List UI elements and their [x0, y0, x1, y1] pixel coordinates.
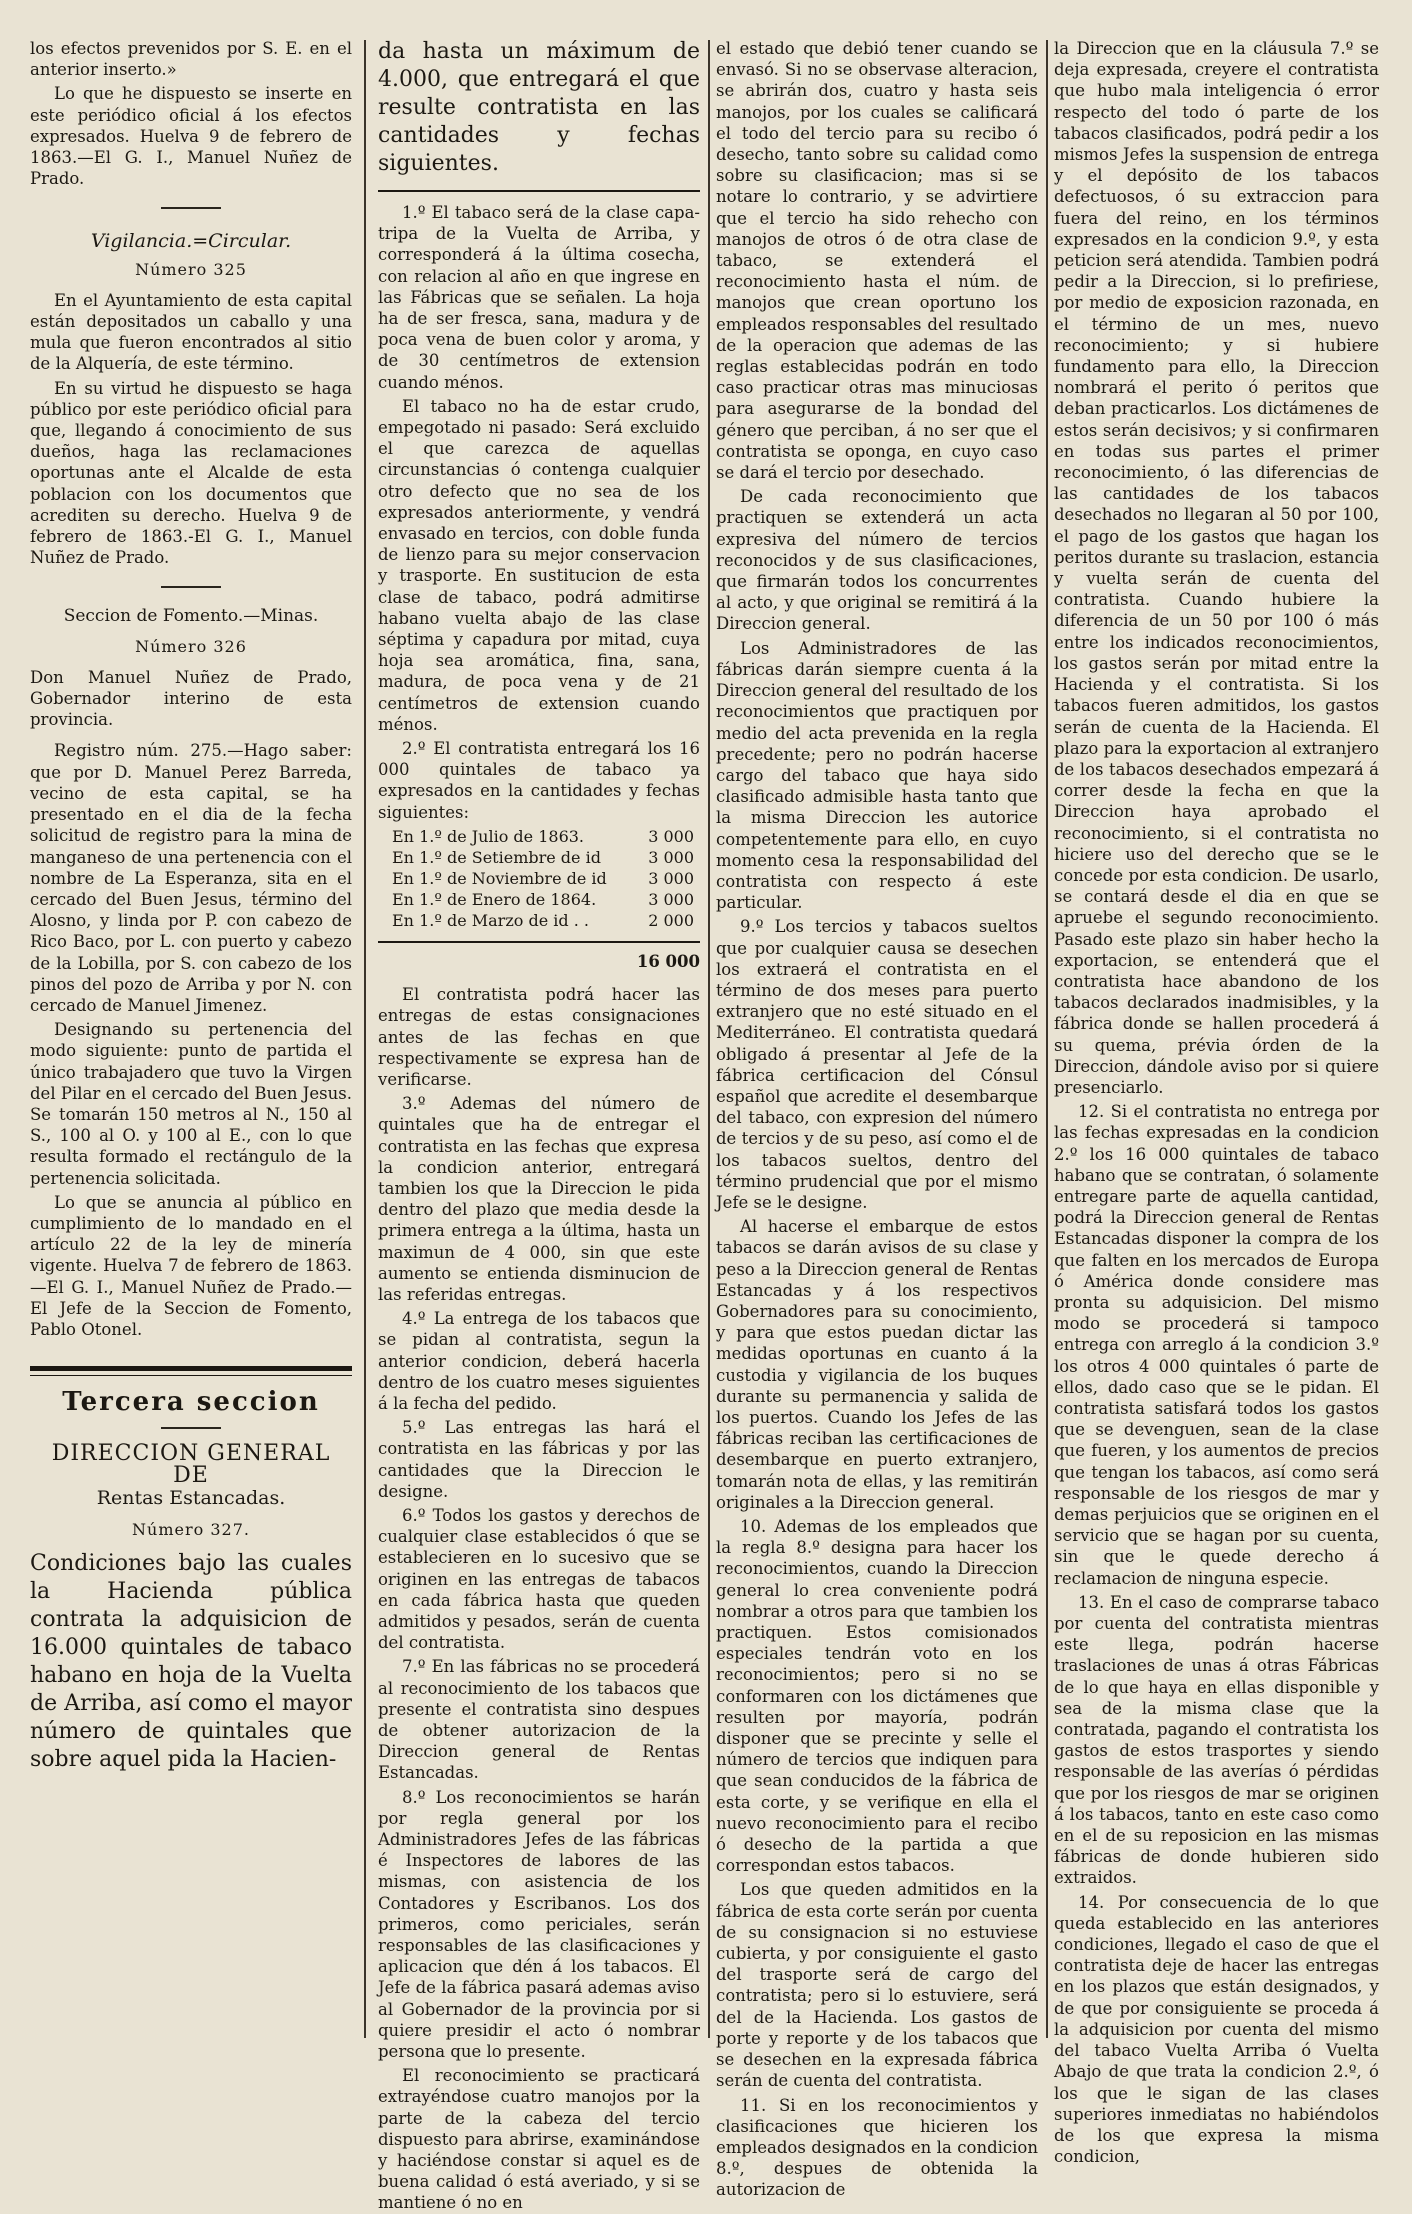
notice-title: Seccion de Fomento.—Minas.	[63, 606, 319, 627]
paragraph: En su virtud he dispuesto se haga público por este periódico oficial para que, llegando á conocimiento de sus dueños, haga las reclamaciones oportunas ante el Alcalde de esta poblacion con los documentos que acrediten su derecho. Huelva 9 de febrero de 1863.-El G. I., Manuel Nuñez de Prado.	[30, 378, 352, 568]
notice-number: Número 325	[135, 259, 247, 279]
paragraph: Designando su pertenencia del modo siguiente: punto de partida el único trabajadero que tuvo la Virgen del Pilar en el cercado del Buen Jesus. Se tomarán 150 metros al N., 150 al S., 100 al O. y 100 al E., con lo que resulta formado el rectángulo de la pertenencia solicitada.	[30, 1020, 352, 1188]
directorate-subheading: Rentas Estancadas.	[96, 1486, 286, 1509]
paragraph: El contratista podrá hacer las entregas de estas consignaciones antes de las fechas en que respectivamente se expresa han de verificarse.	[378, 985, 700, 1089]
paragraph: Los Administradores de las fábricas darán siempre cuenta á la Direccion general del resultado de los reconocimientos que practiquen por medio del acta prevenida en la regla precedente; pero no podrán hacerse cargo del tabaco que haya sido clasificado admisible hasta tanto que la misma Direccion les autorice competentemente para ello, en cuyo momento cesa la responsabilidad del contratista con respecto á este particular.	[716, 638, 1038, 913]
paragraph: El reconocimiento se practicará extrayéndose cuatro manojos por la parte de la cabeza del tercio dispuesto para abrirse, examinándose y haciéndose constar si aquel es de buena calidad ó está averiado, y si se mantiene ó no en	[378, 2066, 700, 2213]
condition-14: 14. Por consecuencia de lo que queda establecido en las anteriores condiciones, llegado el caso de que el contratista deje de hacer las entregas en los plazos que están designados, y de que por consiguiente se proceda á la adquisicion por cuenta del mismo del tabaco Vuelta Arriba ó Vuelta Abajo de que trata la condicion 2.º, ó los que le sigan de las clases superiores inmediatas no habiéndolos de los que expresa la misma condicion,	[1054, 1892, 1379, 2167]
notice-number: Número 326	[135, 636, 247, 656]
paragraph: El tabaco no ha de estar crudo, empegotado ni pasado: Será excluido el que carezca de aquellas circunstancias ó contenga cualquier otro defecto que no sea de los expresados anteriormente, y vendrá envasado en tercios, con doble funda de lienzo para su mejor conservacion y trasporte. En sustitucion de esta clase de tabaco, podrá admitirse habano vuelta abajo de las clase séptima y capadura por mitad, cuya hoja sea aromática, fina, sana, madura, de poca vena y de 21 centímetros de extension cuando ménos.	[378, 396, 700, 734]
notice-title: Vigilancia.=Circular.	[90, 230, 292, 253]
column-2	[378, 38, 700, 2213]
conditions-intro-cont: da hasta un máximum de 4.000, que entregará el que resulte contratista en las cantidades y fechas siguientes.	[378, 39, 700, 176]
section-rule	[30, 1375, 352, 1376]
paragraph: En el Ayuntamiento de esta capital están depositados un caballo y una mula que fueron encontrados al sitio de la Alquería, de este término.	[30, 290, 352, 374]
condition-6: 6.º Todos los gastos y derechos de cualquier clase establecidos ó que se establecieren en lo sucesivo que se originen en las entregas de tabacos en cada fábrica hasta que queden admitidos y pesados, serán de cuenta del contratista.	[378, 1505, 700, 1653]
paragraph: los efectos prevenidos por S. E. en el anterior inserto.»	[30, 39, 352, 80]
schedule-row: En 1.º de Noviembre de id 3 000	[392, 868, 694, 888]
column-3	[716, 38, 1038, 2200]
notice-heading: Don Manuel Nuñez de Prado, Gobernador interino de esta provincia.	[30, 667, 352, 730]
divider	[161, 1427, 221, 1429]
column-rule	[708, 40, 710, 2038]
paragraph: la Direccion que en la cláusula 7.º se deja expresada, creyere el contratista que hubo mala inteligencia ó error respecto del todo ó parte de los tabacos clasificados, podrá pedir a los mismos Jefes la suspension de entrega y el depósito de los tabacos defectuosos, ó su extraccion para fuera del reino, en los términos expresados en la condicion 9.º, y esta peticion será atendida. Tambien podrá pedir a la Direccion, si lo prefiriese, por medio de exposicion razonada, en el término de un mes, nuevo reconocimiento; y si hubiere fundamento para ello, la Direccion nombrará el perito ó peritos que deban practicarlos. Los dictámenes de estos serán decisivos; y si confirmaren en todas sus partes el primer reconocimiento, ó las diferencias de las cantidades de los tabacos desechados no llegaran al 50 por 100, el pago de los gastos que hagan los peritos durante su traslacion, estancia y vuelta serán de cuenta del contratista. Cuando hubiere la diferencia de un 50 por 100 ó más entre los indicados reconocimientos, los gastos serán por mitad entre la Hacienda y el contratista. Si los tabacos fueren admitidos, los gastos serán de cuenta de la Hacienda. El plazo para la exportacion al extranjero de los tabacos desechados empezará á correr desde la fecha en que la Direccion haya aprobado el reconocimiento, si el contratista no hiciere uso del derecho que se le concede por esta condicion. De usarlo, se contará desde el dia en que se apruebe el segundo reconocimiento. Pasado este plazo sin haber hecho la exportacion, se entenderá que el contratista hace abandono de los tabacos declarados inadmisibles, y la fábrica donde se hallen procederá á su quema, prévia órden de la Direccion, dándole aviso por si quiere presenciarlo.	[1054, 39, 1379, 1097]
column-rule	[1046, 40, 1048, 2038]
schedule-row: En 1.º de Setiembre de id 3 000	[392, 847, 694, 867]
condition-12: 12. Si el contratista no entrega por las fechas expresadas en la condicion 2.º los 16 000 quintales de tabaco habano que se contratan, ó solamente entregare parte de aquella cantidad, podrá la Direccion general de Rentas Estancadas disponer la compra de los que falten en los mercados de Europa ó América donde considere mas pronta su adquisicion. Del mismo modo se procederá si tampoco entrega con arreglo á la condicion 3.º los otros 4 000 quintales ó parte de ellos, dado caso que se le pidan. El contratista satisfará todos los gastos que se devenguen, sean de la clase que fueren, y los aumentos de precios que tengan los tabacos, así como será responsable de los riesgos de mar y demas perjuicios que se originen en el servicio que se hagan por su cuenta, sin que le quede derecho á reclamacion de ninguna especie.	[1054, 1102, 1379, 1588]
condition-1: 1.º El tabaco será de la clase capa-tripa de la Vuelta de Arriba, y corresponderá á la última cosecha, con relacion al año en que ingrese en las Fábricas que se señalen. La hoja ha de ser fresca, sana, madura y de poca vena de buen color y aroma, y de 30 centímetros de extension cuando ménos.	[378, 203, 700, 392]
notice-number: Número 327.	[132, 1519, 250, 1539]
schedule-row: En 1.º de Julio de 1863. 3 000	[392, 826, 694, 846]
column-1	[30, 38, 352, 2040]
column-4	[1054, 38, 1379, 2167]
column-rule	[364, 40, 366, 2038]
condition-11: 11. Si en los reconocimientos y clasificaciones que hicieren los empleados designados en la condicion 8.º, despues de obtenida la autorizacion de	[716, 2095, 1038, 2200]
paragraph: Registro núm. 275.—Hago saber: que por D. Manuel Perez Barreda, vecino de esta capital, se ha presentado en el dia de la fecha solicitud de registro para la mina de manganeso de una pertenencia con el nombre de La Esperanza, sita en el cercado del Buen Jesus, término del Alosno, y linda por P. con cabezo de Rico Baco, por L. con puerto y cabezo de la Lobilla, por S. con cabezo de los pinos del pozo de Arriba y por N. con cercado de Manuel Jimenez.	[30, 741, 352, 1015]
directorate-heading: DIRECCION GENERAL DE	[51, 1441, 331, 1488]
paragraph: Lo que se anuncia al público en cumplimiento de lo mandado en el artículo 22 de la ley de minería vigente. Huelva 7 de febrero de 1863.—El G. I., Manuel Nuñez de Prado.—El Jefe de la Seccion de Fomento, Pablo Otonel.	[30, 1192, 352, 1339]
condition-10: 10. Ademas de los empleados que la regla 8.º designa para hacer los reconocimientos, cuando la Direccion general lo crea conveniente podrá nombrar a otros para que tambien los practiquen. Estos comisionados especiales tendrán voto en los reconocimientos; pero si no se conformaren con los dictámenes que resulten por mayoría, podrán disponer que se precinte y selle el número de tercios que indiquen para que sean conducidos de la fábrica de esta corte, y se verifique en ella el nuevo reconocimiento para el recibo ó desecho de la partida a que correspondan estos tabacos.	[716, 1517, 1038, 1876]
schedule-row: En 1.º de Marzo de id . . 2 000	[392, 910, 694, 930]
schedule-total: 16 000	[636, 951, 700, 971]
schedule-row: En 1.º de Enero de 1864. 3 000	[392, 889, 694, 909]
paragraph: Al hacerse el embarque de estos tabacos se darán avisos de su clase y peso a la Direccion general de Rentas Estancadas y á los respectivos Gobernadores para su conocimiento, y para que estos puedan dictar las medidas oportunas en cuanto á la custodia y vigilancia de los buques durante su permanencia y salida de los puertos. Cuando los Jefes de las fábricas reciban las certificaciones de desembarque en puerto extranjero, tomarán nota de ellas, y las remitirán originales a la Direccion general.	[716, 1217, 1038, 1512]
paragraph: De cada reconocimiento que practiquen se extenderá un acta expresiva del número de tercios reconocidos y de sus clasificaciones, que firmarán todos los concurrentes al acto, y que original se remitirá á la Direccion general.	[716, 487, 1038, 634]
condition-4: 4.º La entrega de los tabacos que se pidan al contratista, segun la anterior condicion, deberá hacerla dentro de los cuatro meses siguientes á la fecha del pedido.	[378, 1309, 700, 1413]
conditions-intro: Condiciones bajo las cuales la Hacienda pública contrata la adquisicion de 16.000 quintales de tabaco habano en hoja de la Vuelta de Arriba, así como el mayor número de quintales que sobre aquel pida la Hacien-	[30, 1551, 352, 1773]
divider	[378, 941, 700, 943]
condition-7: 7.º En las fábricas no se procederá al reconocimiento de los tabacos que presente el contratista sino despues de obtener autorizacion de la Direccion general de Rentas Estancadas.	[378, 1657, 700, 1783]
divider	[378, 190, 700, 192]
divider	[161, 207, 221, 209]
delivery-schedule	[392, 826, 700, 931]
condition-13: 13. En el caso de comprarse tabaco por cuenta del contratista mientras este llega, podrán hacerse traslaciones de unas á otras Fábricas de lo que haya en ellas disponible y sea de la misma clase que la contratada, pagando el contratista los gastos de estos trasportes y siendo responsable de las averías ó pérdidas que por los riesgos de mar se originen á los tabacos, tanto en este caso como en el de su reposicion en las mismas fábricas de donde hubieren sido extraidos.	[1054, 1592, 1379, 1888]
condition-8: 8.º Los reconocimientos se harán por regla general por los Administradores Jefes de las fábricas é Inspectores de labores de las mismas, con asistencia de los Contadores y Escribanos. Los dos primeros, como periciales, serán responsables de las clasificaciones y aplicacion que dén á los tabacos. El Jefe de la fábrica pasará ademas aviso al Gobernador de la provincia por si quiere presidir el acto ó nombrar persona que lo presente.	[378, 1787, 700, 2062]
condition-5: 5.º Las entregas las hará el contratista en las fábricas y por las cantidades que la Direccion le designe.	[378, 1418, 700, 1501]
paragraph: Los que queden admitidos en la fábrica de esta corte serán por cuenta de su consignacion si no estuviese cubierta, y por consiguiente el gasto del trasporte será de cargo del contratista; pero si lo estuviere, será del de la Hacienda. Los gastos de porte y reporte y de los tabacos que se desechen en la expresada fábrica serán de cuenta del contratista.	[716, 1880, 1038, 2091]
section-heading: Tercera seccion	[62, 1387, 320, 1418]
divider	[161, 586, 221, 588]
condition-2: 2.º El contratista entregará los 16 000 quintales de tabaco ya expresados en la cantidades y fechas siguientes:	[378, 739, 700, 822]
condition-3: 3.º Ademas del número de quintales que ha de entregar el contratista en las fechas que expresa la condicion anterior, entregará tambien los que la Direccion le pida dentro del plazo que media desde la primera entrega a la última, hasta un maximun de 4 000, sin que este aumento se entienda disminucion de las referidas entregas.	[378, 1094, 700, 1304]
condition-9: 9.º Los tercios y tabacos sueltos que por cualquier causa se desechen los extraerá el contratista en el término de dos meses para puerto extranjero que no esté situado en el Mediterráneo. El contratista quedará obligado á presentar al Jefe de la fábrica certificacion del Cónsul español que acredite el desembarque del tabaco, con expresion del número de tercios y de su peso, así como el de los tabacos sueltos, dentro del término prudencial que por el mismo Jefe se le designe.	[716, 917, 1038, 1212]
paragraph: Lo que he dispuesto se inserte en este periódico oficial á los efectos expresados. Huelva 9 de febrero de 1863.—El G. I., Manuel Nuñez de Prado.	[30, 84, 352, 189]
paragraph: el estado que debió tener cuando se envasó. Si no se observase alteracion, se abrirán dos, cuatro y hasta seis manojos, por los cuales se calificará el todo del tercio para su recibo ó desecho, tanto sobre su calidad como sobre su clasificacion; mas si se notare lo contrario, y se advirtiere que el tercio ha sido rehecho con manojos de otros ó de otra clase de tabaco, se extenderá el reconocimiento hasta el núm. de manojos que crean oportuno los empleados responsables del resultado de la operacion que ademas de las reglas establecidas podrán en todo caso practicar otras mas minuciosas para asegurarse de la bondad del género que perciban, á no ser que el contratista se oponga, en cuyo caso se dará el tercio por desechado.	[716, 39, 1038, 483]
section-rule	[30, 1366, 352, 1371]
